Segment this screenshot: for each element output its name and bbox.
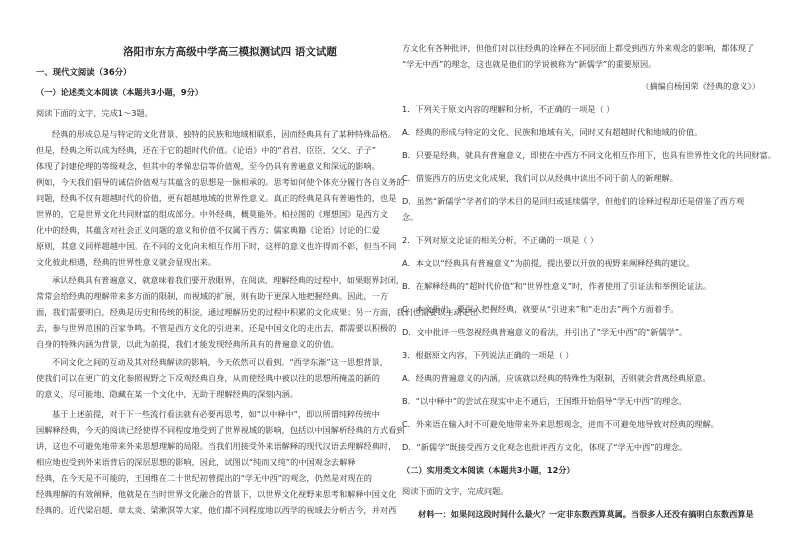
- answer-option: B．在解释经典的“超时代价值”和“世界性意义”时，作者使用了引证法和举例论证法。: [402, 281, 712, 291]
- answer-option: A．本文以“经典具有普遍意义”为前提，提出要以开放的视野来阐释经典的建议。: [402, 258, 695, 268]
- section-heading: 一、现代文阅读（36分）: [36, 67, 132, 77]
- paragraph-line: 去，参与世界范围的百家争鸣。不管是西方文化的引进来，还是中国文化的走出去，都需要以积极的: [36, 323, 397, 333]
- paragraph-line: 例如，今天我们倡导的诚信价值观与其蕴含的思想是一脉相承的。思考如何使个体充分履行各自义务的: [36, 177, 405, 187]
- paragraph-line: 但是，经典之所以成为经典，还在于它的超时代价值。《论语》中的“君君、臣臣、父父、子子”: [36, 145, 377, 155]
- paragraph-line: 原则，其意义同样超越中国。在不同的文化向未相互作用下时，这样的意义也许得而不彰，但当不同: [36, 241, 397, 251]
- paragraph-line: 经典的。近代梁启超、章太炎、梁漱溟等大家，他们都不同程度地以西学的视域去分析古今，并对西: [36, 505, 397, 515]
- answer-option: 念。: [402, 212, 419, 222]
- answer-option: A．经典的形成与特定的文化、民族和地域有关，同时又有超越时代和地域的价值。: [402, 127, 703, 137]
- paragraph-line: 基于上述前提，对于下一些流行看法就有必要再思考，如“以中释中”，即以所谓纯粹传统中: [52, 409, 380, 419]
- answer-option: C．借鉴西方的历史文化成果，我们可以从经典中读出不同于前人的新理解。: [402, 173, 678, 183]
- paragraph-line: 体现了封建伦理的等级观念，但其中的孝悌忠信等价值观，至今仍具有普遍意义和深远的影响。: [36, 161, 380, 171]
- subsection-heading: （一）论述类文本阅读（本题共3小题，9分）: [36, 87, 203, 97]
- paragraph-line: 面，我们需要明白，经典是历史和传统的积淀，通过理解历史的过程中积累的文化成果；另一方面，我们也需要以主动走出: [36, 307, 479, 317]
- answer-option: D．虽然“新儒学”学者们的学术目的是回归或延续儒学，但他们的诠释过程却还是借鉴了西方观: [402, 196, 745, 206]
- paragraph-line: 方文化有各种批评，但他们对以往经典的诠释在不同层面上都受到西方外来观念的影响，都体现了: [402, 43, 755, 53]
- paragraph-line: 经典的形成总是与特定的文化背景、独特的民族和地域相联系，因而经典具有了某种特殊品格。: [52, 129, 396, 139]
- material-line: 材料一：如果问这段时间什么最火？一定非东数西算莫属。当很多人还没有搞明白东数西算是: [418, 509, 754, 519]
- answer-option: B．“以中释中”的尝试在现实中走不通后，王国维开始倡导“学无中西”的理念。: [402, 396, 687, 406]
- answer-option: A．经典的普遍意义的内涵，应该就以经典的特殊性为限制，否则就会背离经典原意。: [402, 373, 711, 383]
- answer-option: C．本文指出，要深入把握经典，就要从“引进来”和“走出去”两个方面着手。: [402, 304, 679, 314]
- paragraph-line: 经典理解的有效阐释，他就是在当时世界文化融合的背景下，以世界文化视野来思考和解释中国文化: [36, 489, 397, 499]
- paragraph-line: 国解释经典，今天的阅读已经使得不同程度地受到了世界视域的影响，包括以中国解析经典的方式看到: [36, 425, 405, 435]
- paragraph-line: 承认经典具有普遍意义，就意味着我们要开放眼界，在阅读、理解经典的过程中，如果眼界封闭，: [52, 275, 405, 285]
- answer-option: D．文中批评一些忽视经典普遍意义的看法，并引出了“学无中西”的“新儒学”。: [402, 327, 688, 337]
- paragraph-line: “学无中西”的理念，这也就是他们的学说被称为“新儒学”的重要原因。: [402, 59, 657, 69]
- source-citation: （摘编自杨国荣《经典的意义》）: [641, 81, 760, 91]
- paragraph-line: 的意义，尽可能地、隐藏在某一个文化中，无助于理解经典的深刻内涵。: [36, 389, 299, 399]
- paragraph-line: 经典，在今天是不可能的，王国维在二十世纪初曾提出的“学无中西”的观念，仍然是对现在的: [36, 473, 372, 483]
- instruction-text: 阅读下面的文字，完成1～3题。: [36, 108, 153, 118]
- page-title: 洛阳市东方高级中学高三模拟测试四 语文试题: [123, 46, 337, 58]
- answer-option: D．“新儒学”既接受西方文化观念也批评西方文化，体现了“学无中西”的理念。: [402, 442, 688, 452]
- paragraph-line: 使我们可以在更广的文化参照视野之下反观经典自身，从而使经典中被以往的思想所掩盖的新的: [36, 373, 380, 383]
- paragraph-line: 自身的特殊内涵为背景，以此为前提，我们才能发现经典所具有的普遍意义的价值。: [36, 339, 339, 349]
- instruction-text: 阅读下面的文字，完成问题。: [402, 486, 509, 496]
- subsection-heading: （二）实用类文本阅读（本题共3小题，12分）: [402, 465, 575, 475]
- paragraph-line: 不同文化之间的互动及其对经典解读的影响，今天依然可以看到。“西学东渐”这一思想背景，: [52, 357, 388, 367]
- question-stem: 1．下列关于原文内容的理解和分析，不正确的一项是（ ）: [402, 104, 615, 114]
- question-stem: 3．根据原文内容，下列说法正确的一项是（ ）: [402, 350, 574, 360]
- answer-option: B．只要是经典，就具有普遍意义，即使在中西方不同文化相互作用下，也具有世界性文化的共同财富。: [402, 150, 777, 160]
- question-stem: 2．下列对原文论证的相关分析，不正确的一项是（ ）: [402, 235, 599, 245]
- paragraph-line: 文化彼此相遇，经典的世界性意义就会显现出来。: [36, 257, 217, 267]
- paragraph-line: 世界的，它是世界文化共同财富的组成部分。中外经典，概莫能外。柏拉图的《理想国》是西方文: [36, 209, 389, 219]
- paragraph-line: 问题，经典不仅有超越时代的价值，更有超越地域的世界性意义。真正的经典是具有普遍性的，也是: [36, 193, 397, 203]
- paragraph-line: 常常会给经典的理解带来多方面的限制，而视域的扩展，则有助于更深入地把握经典。因此，一方: [36, 291, 389, 301]
- answer-option: C．外来语在输入时不可避免地带来外来思想观念，进而不可避免地导致对经典的理解。: [402, 419, 719, 429]
- paragraph-line: 相应地也受到外来语背后的深层思想的影响，因此，试图以“纯而又纯”的中国观念去解释: [36, 457, 356, 467]
- paragraph-line: 化中的经典，其蕴含对社会正义问题的意义和价值不仅属于西方；儒家典籍《论语》讨论的仁爱: [36, 225, 380, 235]
- paragraph-line: 讲，这也不可避免地带来外来思想理解的局限。当我们用接受外来语解释的现代汉语去理解经典时，: [36, 441, 397, 451]
